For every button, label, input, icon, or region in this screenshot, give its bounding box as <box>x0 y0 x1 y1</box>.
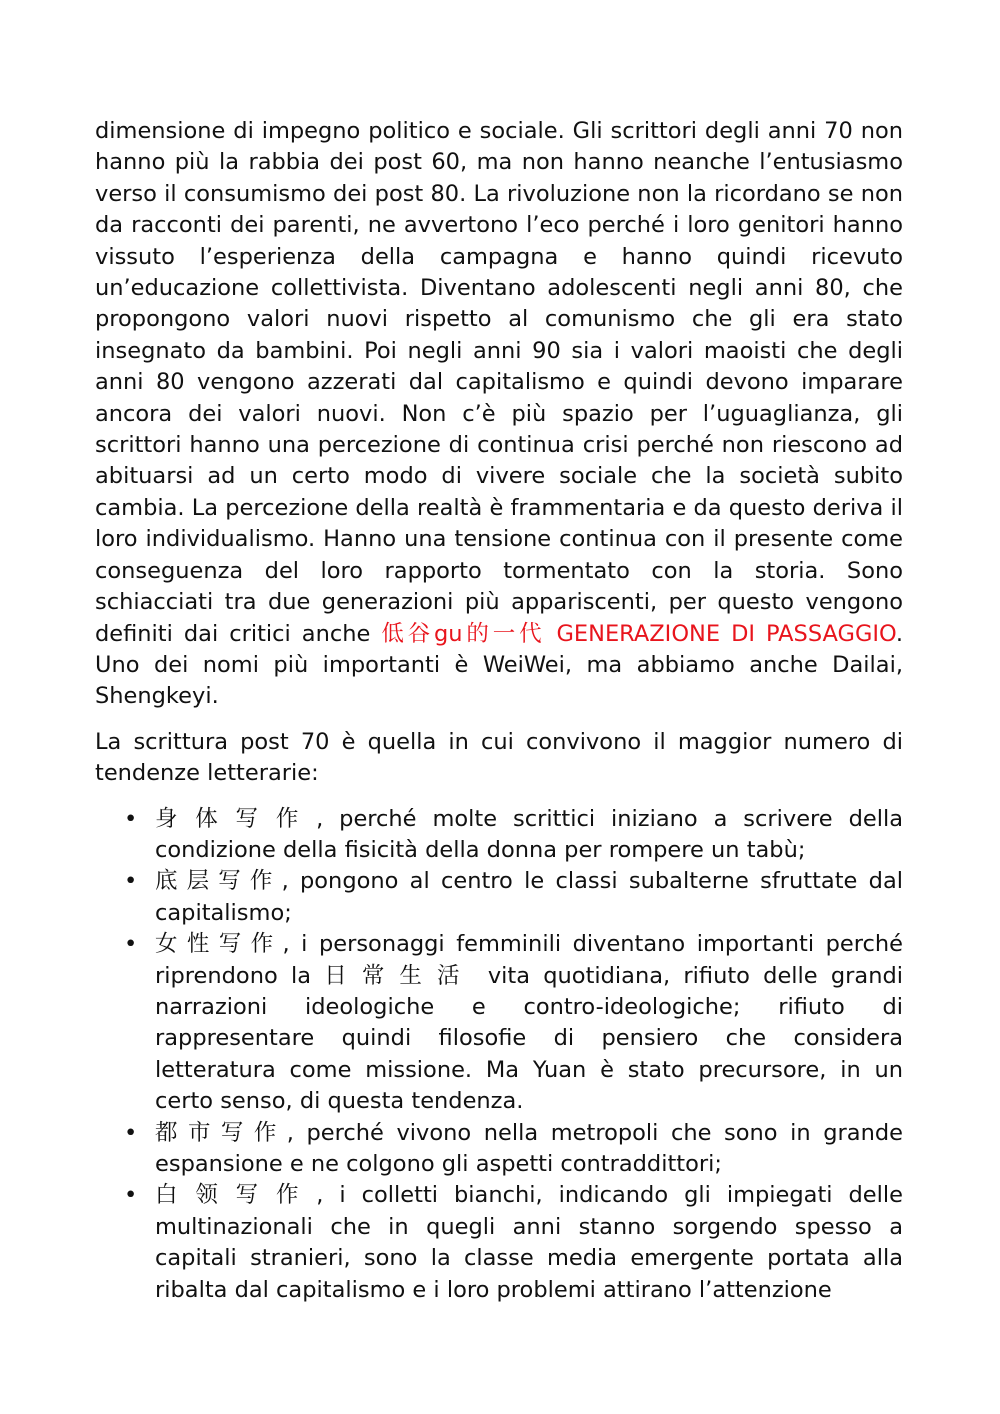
list-item-term: 都市写作 <box>155 1119 287 1146</box>
list-item <box>124 1118 903 1181</box>
bullet-icon: • <box>124 868 138 895</box>
list-item-term: 白领写作 <box>155 1182 317 1209</box>
list-item-term: 底层写作 <box>155 868 282 895</box>
bullet-icon: • <box>124 1119 138 1146</box>
list-item <box>124 929 903 1117</box>
bullet-icon: • <box>124 1182 138 1209</box>
list-item-text: , perché vivono nella metropoli che sono in grande espansione e ne colgono gli aspetti contraddittori; <box>155 1119 903 1177</box>
list-item-term: 身体写作 <box>155 805 317 832</box>
list-item-text-end: vita quotidiana, rifiuto delle grandi narrazioni ideologiche e contro-ideologiche; rifiuto di rappresentare quindi filosofie di pensiero che considera letteratura come missione. Ma Yuan è stato precursore, in un certo senso, di questa tendenza. <box>155 962 903 1115</box>
paragraph-tendencies-intro: La scrittura post 70 è quella in cui convivono il maggior numero di tendenze letterarie: <box>95 728 903 787</box>
list-item <box>124 804 903 867</box>
paragraph-text-end: . Uno dei nomi più importanti è WeiWei, ma abbiamo anche Dailai, Shengkeyi. <box>95 620 903 710</box>
tendencies-list <box>95 804 903 1307</box>
list-item-term: 女性写作 <box>155 931 283 958</box>
bullet-icon: • <box>124 805 138 832</box>
list-item-text: , perché molte scrittici iniziano a scrivere della condizione della fisicità della donna per rompere un tabù; <box>155 805 903 863</box>
list-item <box>124 1180 903 1306</box>
paragraph-generation-70s <box>95 116 903 713</box>
list-item-text: , pongono al centro le classi subalterne sfruttate dal capitalismo; <box>155 868 903 926</box>
paragraph-text: dimensione di impegno politico e sociale. Gli scrittori degli anni 70 non hanno più la rabbia dei post 60, ma non hanno neanche l’entusiasmo verso il consumismo dei post 80. La rivoluzione non la ricordano se non da racconti dei parenti, ne avvertono l’eco perché i loro genitori hanno vissuto l’esperienza della campagna e hanno quindi ricevuto un’educazione collettivista. Diventano adolescenti negli anni 80, che propongono valori nuovi rispetto al comunismo che gli era stato insegnato da bambini. Poi negli anni 90 sia i valori maoisti che degli anni 80 vengono azzerati dal capitalismo e quindi devono imparare ancora dei valori nuovi. Non c’è più spazio per l’uguaglianza, gli scrittori hanno una percezione di continua crisi perché non riescono ad abituarsi ad un certo modo di vivere sociale che la società subito cambia. La percezione della realtà è frammentaria e da questo deriva il loro individualismo. Hanno una tensione continua con il presente come conseguenza del loro rapporto tormentato con la storia. Sono schiacciati tra due generazioni più appariscenti, per questo vengono definiti dai critici anche <box>95 118 903 647</box>
highlighted-term: 低谷gu的一代 GENERAZIONE DI PASSAGGIO <box>381 620 896 647</box>
document-page <box>95 116 903 1306</box>
list-item-text: , i personaggi femminili diventano importanti perché riprendono la <box>155 931 903 989</box>
list-item-inline-term: 日常生活 <box>324 962 475 989</box>
list-item-text: , i colletti bianchi, indicando gli impiegati delle multinazionali che in quegli anni stanno sorgendo spesso a capitali stranieri, sono la classe media emergente portata alla ribalta dal capitalismo e i loro problemi attirano l’attenzione <box>155 1182 903 1303</box>
list-item <box>124 866 903 929</box>
bullet-icon: • <box>124 931 138 958</box>
